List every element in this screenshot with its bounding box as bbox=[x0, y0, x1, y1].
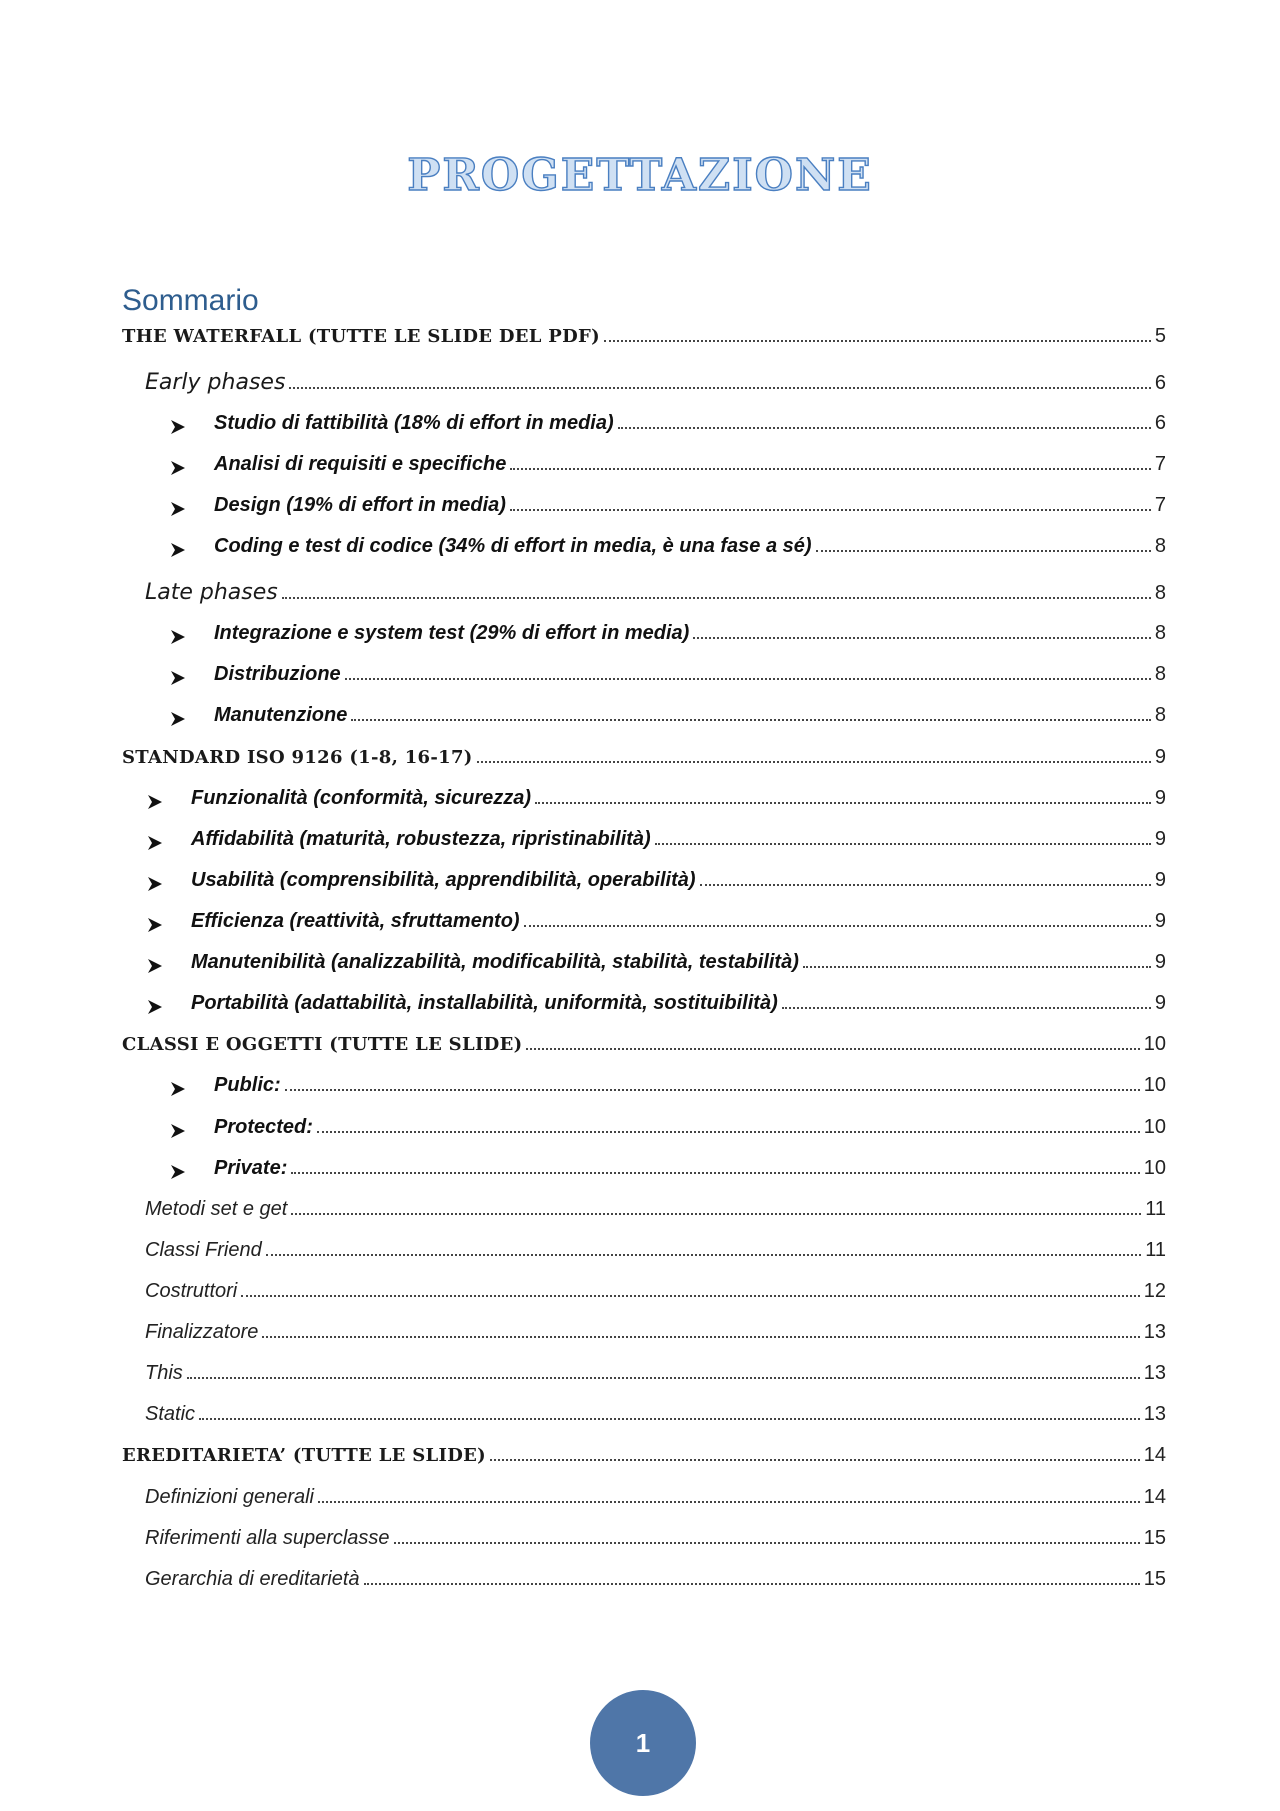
toc-entry-label: Distribuzione bbox=[214, 663, 341, 685]
toc-entry-page: 10 bbox=[1143, 1157, 1166, 1179]
dot-leader bbox=[782, 1007, 1151, 1009]
dot-leader bbox=[317, 1131, 1140, 1133]
page-number-badge bbox=[590, 1690, 696, 1796]
toc-entry-label: THE WATERFALL (TUTTE LE SLIDE DEL PDF) bbox=[122, 326, 600, 347]
toc-entry-page: 8 bbox=[1154, 704, 1166, 726]
toc-entry-label: Public: bbox=[214, 1074, 281, 1096]
toc-entry[interactable] bbox=[214, 412, 1166, 442]
dot-leader bbox=[285, 1089, 1140, 1091]
dot-leader bbox=[618, 427, 1151, 429]
arrowhead-bullet-icon bbox=[147, 835, 163, 851]
toc-entry-label: Coding e test di codice (34% di effort in media, è una fase a sé) bbox=[214, 535, 812, 557]
toc-entry[interactable] bbox=[214, 1116, 1166, 1146]
toc-entry-page: 13 bbox=[1143, 1403, 1166, 1425]
toc-entry[interactable] bbox=[122, 1033, 1166, 1063]
toc-entry-label: Definizioni generali bbox=[145, 1486, 314, 1508]
toc-entry-page: 8 bbox=[1154, 622, 1166, 644]
toc-heading: Sommario bbox=[122, 284, 259, 317]
toc-entry[interactable] bbox=[214, 704, 1166, 734]
toc-entry-label: Design (19% di effort in media) bbox=[214, 494, 506, 516]
toc-entry[interactable] bbox=[191, 787, 1166, 817]
toc-entry-page: 11 bbox=[1145, 1198, 1166, 1220]
toc-entry-page: 13 bbox=[1143, 1321, 1166, 1343]
toc-entry[interactable] bbox=[122, 325, 1166, 355]
toc-entry-page: 6 bbox=[1154, 372, 1166, 394]
toc-entry-label: CLASSI E OGGETTI (TUTTE LE SLIDE) bbox=[122, 1034, 523, 1055]
toc-entry-label: Riferimenti alla superclasse bbox=[145, 1527, 390, 1549]
dot-leader bbox=[510, 468, 1151, 470]
toc-entry-label: Costruttori bbox=[145, 1280, 238, 1302]
toc-entry-page: 9 bbox=[1154, 992, 1166, 1014]
toc-entry-page: 9 bbox=[1154, 828, 1166, 850]
toc-entry-label: Efficienza (reattività, sfruttamento) bbox=[191, 910, 520, 932]
toc-entry-page: 10 bbox=[1143, 1074, 1166, 1096]
toc-entry[interactable] bbox=[145, 1362, 1166, 1392]
arrowhead-bullet-icon bbox=[170, 670, 186, 686]
toc-entry[interactable] bbox=[145, 1321, 1166, 1351]
toc-entry-page: 7 bbox=[1154, 494, 1166, 516]
toc-entry-page: 7 bbox=[1154, 453, 1166, 475]
toc-entry-label: Integrazione e system test (29% di effort in media) bbox=[214, 622, 690, 644]
toc-entry-page: 9 bbox=[1154, 951, 1166, 973]
arrowhead-bullet-icon bbox=[170, 460, 186, 476]
toc-entry-label: Manutenibilità (analizzabilità, modificabilità, stabilità, testabilità) bbox=[191, 951, 799, 973]
arrowhead-bullet-icon bbox=[170, 629, 186, 645]
document-title: PROGETTAZIONE bbox=[407, 150, 873, 201]
dot-leader bbox=[477, 761, 1151, 763]
arrowhead-bullet-icon bbox=[147, 876, 163, 892]
toc-entry[interactable] bbox=[214, 535, 1166, 565]
toc-entry-page: 10 bbox=[1143, 1033, 1166, 1055]
dot-leader bbox=[803, 966, 1151, 968]
dot-leader bbox=[318, 1501, 1140, 1503]
toc-entry-page: 15 bbox=[1143, 1527, 1166, 1549]
toc-entry-page: 9 bbox=[1154, 746, 1166, 768]
toc-entry[interactable] bbox=[122, 746, 1166, 776]
toc-entry[interactable] bbox=[191, 828, 1166, 858]
dot-leader bbox=[655, 843, 1151, 845]
dot-leader bbox=[291, 1213, 1141, 1215]
toc-entry-label: Portabilità (adattabilità, installabilità, uniformità, sostituibilità) bbox=[191, 992, 778, 1014]
toc-entry[interactable] bbox=[214, 453, 1166, 483]
dot-leader bbox=[526, 1048, 1139, 1050]
toc-entry-label: Gerarchia di ereditarietà bbox=[145, 1568, 360, 1590]
toc-entry-page: 10 bbox=[1143, 1116, 1166, 1138]
toc-entry-label: Early phases bbox=[145, 370, 286, 395]
toc-entry[interactable] bbox=[145, 370, 1166, 400]
toc-entry-page: 11 bbox=[1145, 1239, 1166, 1261]
toc-entry-page: 14 bbox=[1143, 1486, 1166, 1508]
toc-entry-label: Private: bbox=[214, 1157, 288, 1179]
toc-entry[interactable] bbox=[145, 1239, 1166, 1269]
arrowhead-bullet-icon bbox=[170, 419, 186, 435]
toc-entry-page: 6 bbox=[1154, 412, 1166, 434]
toc-entry-label: Analisi di requisiti e specifiche bbox=[214, 453, 507, 475]
dot-leader bbox=[510, 509, 1151, 511]
toc-entry[interactable] bbox=[191, 951, 1166, 981]
toc-entry-label: Studio di fattibilità (18% di effort in media) bbox=[214, 412, 614, 434]
toc-entry-page: 9 bbox=[1154, 869, 1166, 891]
dot-leader bbox=[291, 1172, 1139, 1174]
page-number: 1 bbox=[635, 1727, 651, 1758]
toc-entry[interactable] bbox=[145, 1527, 1166, 1557]
toc-entry-label: STANDARD ISO 9126 (1-8, 16-17) bbox=[122, 747, 473, 768]
toc-entry[interactable] bbox=[145, 1403, 1166, 1433]
toc-entry-label: Late phases bbox=[145, 580, 278, 605]
toc-entry[interactable] bbox=[145, 1486, 1166, 1516]
toc-entry-label: Metodi set e get bbox=[145, 1198, 288, 1220]
toc-entry-label: Affidabilità (maturità, robustezza, ripristinabilità) bbox=[191, 828, 651, 850]
dot-leader bbox=[345, 678, 1151, 680]
toc-entry-label: Static bbox=[145, 1403, 196, 1425]
toc-entry[interactable] bbox=[145, 1280, 1166, 1310]
dot-leader bbox=[364, 1583, 1140, 1585]
toc-entry-page: 13 bbox=[1143, 1362, 1166, 1384]
dot-leader bbox=[262, 1336, 1139, 1338]
toc-entry-page: 8 bbox=[1154, 663, 1166, 685]
toc-entry-label: Manutenzione bbox=[214, 704, 348, 726]
toc-entry-label: Funzionalità (conformità, sicurezza) bbox=[191, 787, 532, 809]
dot-leader bbox=[187, 1377, 1140, 1379]
toc-entry-label: Classi Friend bbox=[145, 1239, 262, 1261]
toc-entry[interactable] bbox=[214, 1157, 1166, 1187]
toc-entry-label: Finalizzatore bbox=[145, 1321, 259, 1343]
toc-entry[interactable] bbox=[214, 494, 1166, 524]
dot-leader bbox=[199, 1418, 1140, 1420]
toc-entry-page: 5 bbox=[1154, 325, 1166, 347]
arrowhead-bullet-icon bbox=[170, 501, 186, 517]
dot-leader bbox=[604, 340, 1151, 342]
dot-leader bbox=[535, 802, 1151, 804]
dot-leader bbox=[693, 637, 1151, 639]
toc-entry[interactable] bbox=[145, 1568, 1166, 1598]
arrowhead-bullet-icon bbox=[147, 999, 163, 1015]
arrowhead-bullet-icon bbox=[147, 958, 163, 974]
arrowhead-bullet-icon bbox=[147, 917, 163, 933]
dot-leader bbox=[524, 925, 1151, 927]
toc-entry[interactable] bbox=[214, 622, 1166, 652]
dot-leader bbox=[289, 387, 1150, 389]
toc-entry-label: This bbox=[145, 1362, 183, 1384]
toc-entry-page: 14 bbox=[1143, 1444, 1166, 1466]
toc-entry[interactable] bbox=[214, 1074, 1166, 1104]
toc-entry[interactable] bbox=[191, 910, 1166, 940]
toc-entry-page: 8 bbox=[1154, 535, 1166, 557]
arrowhead-bullet-icon bbox=[170, 711, 186, 727]
toc-entry[interactable] bbox=[145, 1198, 1166, 1228]
toc-entry[interactable] bbox=[145, 580, 1166, 610]
dot-leader bbox=[490, 1459, 1140, 1461]
toc-entry[interactable] bbox=[122, 1444, 1166, 1474]
arrowhead-bullet-icon bbox=[170, 1081, 186, 1097]
toc-entry-page: 8 bbox=[1154, 582, 1166, 604]
toc-entry-page: 12 bbox=[1143, 1280, 1166, 1302]
toc-entry[interactable] bbox=[191, 992, 1166, 1022]
arrowhead-bullet-icon bbox=[170, 1164, 186, 1180]
toc-entry-page: 9 bbox=[1154, 787, 1166, 809]
arrowhead-bullet-icon bbox=[170, 1123, 186, 1139]
toc-entry-page: 15 bbox=[1143, 1568, 1166, 1590]
dot-leader bbox=[700, 884, 1151, 886]
toc-entry-page: 9 bbox=[1154, 910, 1166, 932]
dot-leader bbox=[241, 1295, 1140, 1297]
toc-entry[interactable] bbox=[191, 869, 1166, 899]
toc-entry[interactable] bbox=[214, 663, 1166, 693]
dot-leader bbox=[351, 719, 1151, 721]
dot-leader bbox=[816, 550, 1151, 552]
dot-leader bbox=[282, 597, 1151, 599]
dot-leader bbox=[266, 1254, 1142, 1256]
arrowhead-bullet-icon bbox=[170, 542, 186, 558]
dot-leader bbox=[394, 1542, 1140, 1544]
toc-entry-label: Usabilità (comprensibilità, apprendibilità, operabilità) bbox=[191, 869, 696, 891]
toc-entry-label: Protected: bbox=[214, 1116, 313, 1138]
arrowhead-bullet-icon bbox=[147, 794, 163, 810]
toc-entry-label: EREDITARIETA’ (TUTTE LE SLIDE) bbox=[122, 1445, 486, 1466]
